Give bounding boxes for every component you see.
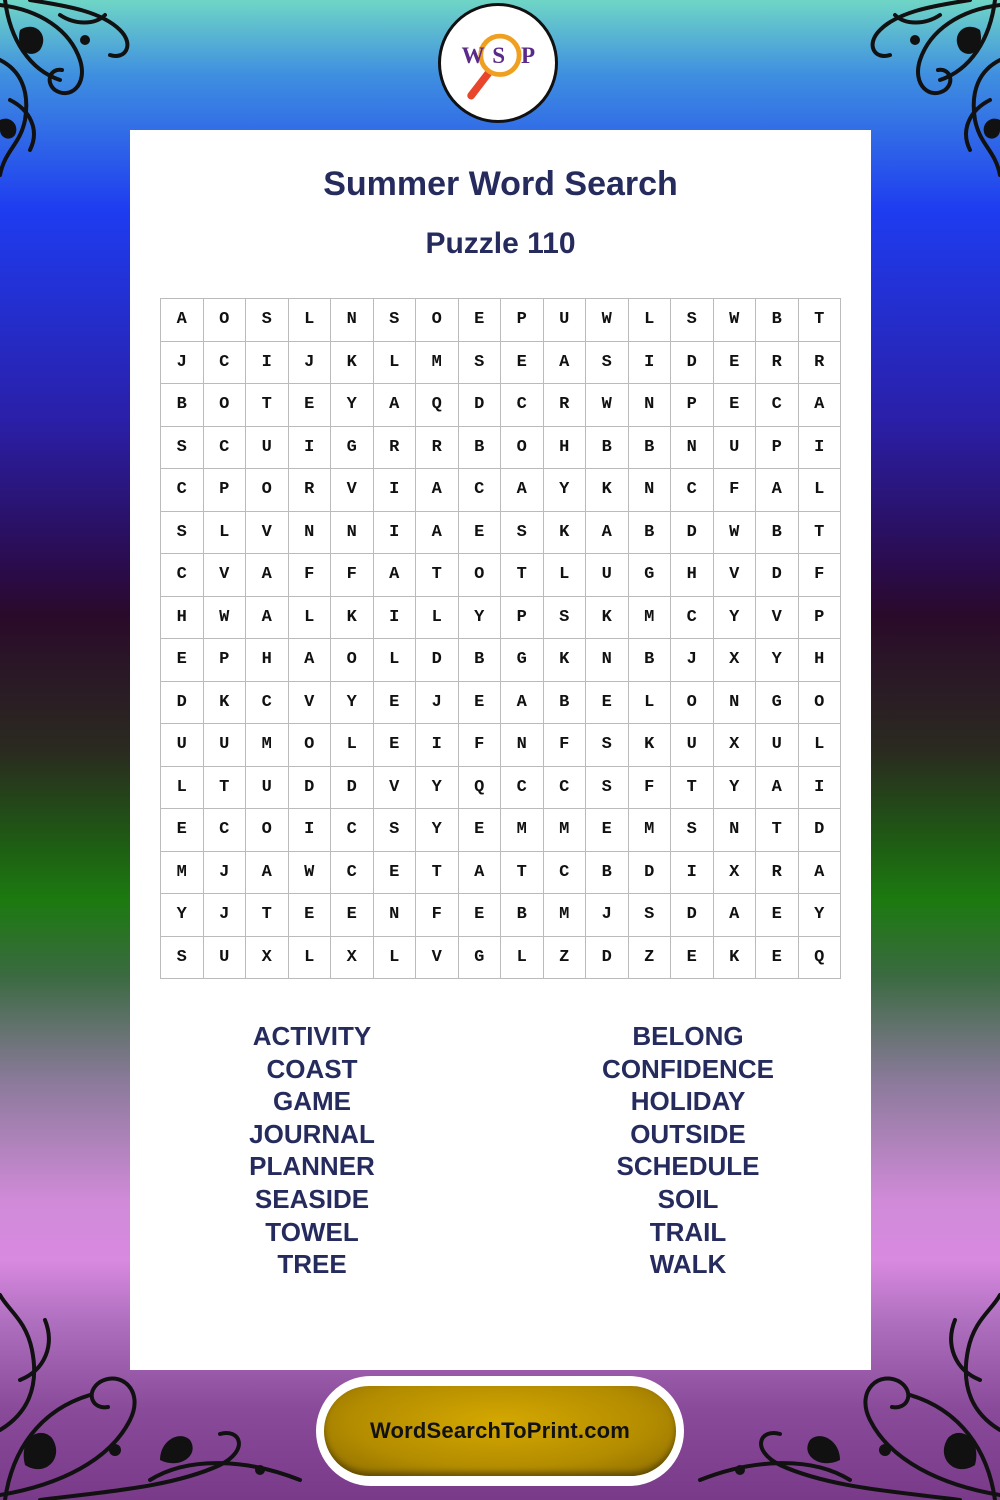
grid-cell[interactable]: D (756, 554, 799, 597)
grid-cell[interactable]: K (629, 724, 672, 767)
grid-cell[interactable]: A (374, 554, 417, 597)
word-item: PLANNER (249, 1151, 375, 1182)
grid-cell[interactable]: S (586, 342, 629, 385)
grid-cell[interactable]: F (544, 724, 587, 767)
grid-cell[interactable]: H (799, 639, 842, 682)
grid-cell[interactable]: E (671, 937, 714, 980)
word-search-grid[interactable] (160, 298, 841, 979)
magnifier-logo-icon (450, 15, 546, 111)
grid-cell[interactable]: A (459, 852, 502, 895)
flourish-icon (0, 0, 150, 200)
grid-cell[interactable]: T (416, 852, 459, 895)
grid-cell[interactable]: A (246, 852, 289, 895)
grid-cell[interactable]: M (544, 809, 587, 852)
grid-cell[interactable]: M (501, 809, 544, 852)
grid-cell[interactable]: E (756, 937, 799, 980)
grid-cell[interactable]: W (714, 512, 757, 555)
grid-cell[interactable]: S (629, 894, 672, 937)
grid-cell[interactable]: C (161, 554, 204, 597)
grid-cell[interactable]: T (799, 299, 842, 342)
grid-cell[interactable]: E (374, 724, 417, 767)
grid-cell[interactable]: O (204, 299, 247, 342)
grid-cell[interactable]: Y (756, 639, 799, 682)
grid-cell[interactable]: V (246, 512, 289, 555)
word-list-left (162, 1020, 462, 1281)
grid-cell[interactable]: A (246, 554, 289, 597)
grid-cell[interactable]: S (671, 809, 714, 852)
grid-cell[interactable]: J (204, 894, 247, 937)
grid-cell[interactable]: C (544, 767, 587, 810)
grid-cell[interactable]: Z (544, 937, 587, 980)
grid-cell[interactable]: M (161, 852, 204, 895)
grid-cell[interactable]: G (629, 554, 672, 597)
grid-cell[interactable]: Q (416, 384, 459, 427)
grid-cell[interactable]: S (586, 767, 629, 810)
grid-cell[interactable]: L (799, 469, 842, 512)
grid-cell[interactable]: F (459, 724, 502, 767)
grid-cell[interactable]: B (459, 427, 502, 470)
grid-cell[interactable]: I (374, 469, 417, 512)
grid-cell[interactable]: G (501, 639, 544, 682)
grid-cell[interactable]: F (629, 767, 672, 810)
grid-cell[interactable]: S (544, 597, 587, 640)
grid-cell[interactable]: X (331, 937, 374, 980)
grid-cell[interactable]: D (331, 767, 374, 810)
grid-cell[interactable]: Y (799, 894, 842, 937)
grid-cell[interactable]: T (416, 554, 459, 597)
grid-cell[interactable]: T (246, 384, 289, 427)
grid-cell[interactable]: C (671, 469, 714, 512)
grid-cell[interactable]: Y (331, 682, 374, 725)
word-item: COAST (266, 1053, 358, 1084)
grid-cell[interactable]: O (204, 384, 247, 427)
word-item: OUTSIDE (630, 1118, 746, 1149)
grid-cell[interactable]: V (714, 554, 757, 597)
grid-cell[interactable]: O (331, 639, 374, 682)
grid-cell[interactable]: U (161, 724, 204, 767)
grid-cell[interactable]: S (246, 299, 289, 342)
grid-cell[interactable]: Y (416, 767, 459, 810)
grid-cell[interactable]: Q (799, 937, 842, 980)
grid-cell[interactable]: P (501, 597, 544, 640)
grid-cell[interactable]: O (799, 682, 842, 725)
grid-cell[interactable]: N (629, 384, 672, 427)
grid-cell[interactable]: M (246, 724, 289, 767)
grid-cell[interactable]: C (161, 469, 204, 512)
grid-cell[interactable]: L (204, 512, 247, 555)
logo-letter-w: W (461, 42, 485, 68)
grid-cell[interactable]: A (714, 894, 757, 937)
grid-cell[interactable]: E (714, 342, 757, 385)
grid-cell[interactable]: F (416, 894, 459, 937)
grid-cell[interactable]: O (459, 554, 502, 597)
grid-cell[interactable]: E (289, 894, 332, 937)
grid-cell[interactable]: U (586, 554, 629, 597)
grid-cell[interactable]: Y (544, 469, 587, 512)
grid-cell[interactable]: L (289, 937, 332, 980)
grid-cell[interactable]: A (374, 384, 417, 427)
grid-cell[interactable]: Y (416, 809, 459, 852)
word-item: TREE (277, 1249, 347, 1280)
footer-site-name: WordSearchToPrint.com (369, 1418, 631, 1443)
grid-cell[interactable]: E (289, 384, 332, 427)
grid-cell[interactable]: E (161, 639, 204, 682)
puzzle-number: Puzzle 110 (425, 227, 576, 260)
grid-cell[interactable]: S (459, 342, 502, 385)
word-item: TOWEL (265, 1216, 359, 1247)
grid-cell[interactable]: E (501, 342, 544, 385)
grid-cell[interactable]: I (416, 724, 459, 767)
grid-cell[interactable]: G (459, 937, 502, 980)
grid-cell[interactable]: Z (629, 937, 672, 980)
grid-cell[interactable]: O (501, 427, 544, 470)
grid-cell[interactable]: C (331, 809, 374, 852)
grid-cell[interactable]: B (629, 427, 672, 470)
grid-cell[interactable]: A (586, 512, 629, 555)
grid-cell[interactable]: V (416, 937, 459, 980)
word-item: WALK (649, 1249, 727, 1280)
grid-cell[interactable]: B (501, 894, 544, 937)
grid-cell[interactable]: D (629, 852, 672, 895)
grid-cell[interactable]: R (289, 469, 332, 512)
grid-cell[interactable]: X (714, 724, 757, 767)
footer-button[interactable] (324, 1386, 676, 1476)
word-item: CONFIDENCE (602, 1053, 774, 1084)
grid-cell[interactable]: M (544, 894, 587, 937)
grid-cell[interactable]: P (799, 597, 842, 640)
grid-cell[interactable]: O (246, 809, 289, 852)
grid-cell[interactable]: Y (714, 767, 757, 810)
grid-cell[interactable]: A (416, 469, 459, 512)
corner-ornament-top-right (850, 0, 1000, 200)
grid-cell[interactable]: F (799, 554, 842, 597)
grid-cell[interactable]: K (586, 469, 629, 512)
grid-cell[interactable]: A (799, 384, 842, 427)
grid-cell[interactable]: E (459, 299, 502, 342)
grid-cell[interactable]: X (246, 937, 289, 980)
grid-cell[interactable]: C (204, 342, 247, 385)
grid-cell[interactable]: V (756, 597, 799, 640)
grid-cell[interactable]: U (544, 299, 587, 342)
grid-cell[interactable]: U (246, 767, 289, 810)
grid-cell[interactable]: W (586, 299, 629, 342)
grid-cell[interactable]: L (416, 597, 459, 640)
grid-cell[interactable]: W (586, 384, 629, 427)
grid-cell[interactable]: E (459, 809, 502, 852)
grid-cell[interactable]: L (161, 767, 204, 810)
grid-cell[interactable]: B (586, 852, 629, 895)
grid-cell[interactable]: O (246, 469, 289, 512)
grid-cell[interactable]: C (459, 469, 502, 512)
grid-cell[interactable]: R (756, 342, 799, 385)
grid-cell[interactable]: R (374, 427, 417, 470)
grid-cell[interactable]: J (161, 342, 204, 385)
grid-cell[interactable]: E (714, 384, 757, 427)
grid-cell[interactable]: E (374, 682, 417, 725)
grid-cell[interactable]: C (501, 767, 544, 810)
grid-cell[interactable]: K (204, 682, 247, 725)
grid-cell[interactable]: Y (714, 597, 757, 640)
grid-cell[interactable]: I (289, 809, 332, 852)
grid-cell[interactable]: F (289, 554, 332, 597)
grid-cell[interactable]: D (671, 894, 714, 937)
grid-cell[interactable]: X (714, 852, 757, 895)
grid-cell[interactable]: P (501, 299, 544, 342)
grid-cell[interactable]: A (246, 597, 289, 640)
grid-cell[interactable]: D (459, 384, 502, 427)
grid-cell[interactable]: O (289, 724, 332, 767)
grid-cell[interactable]: N (714, 809, 757, 852)
grid-cell[interactable]: E (586, 682, 629, 725)
grid-cell[interactable]: Q (459, 767, 502, 810)
grid-cell[interactable]: Y (161, 894, 204, 937)
grid-cell[interactable]: S (586, 724, 629, 767)
grid-cell[interactable]: B (586, 427, 629, 470)
grid-cell[interactable]: D (671, 342, 714, 385)
grid-cell[interactable]: S (161, 427, 204, 470)
grid-cell[interactable]: Y (459, 597, 502, 640)
grid-cell[interactable]: B (756, 299, 799, 342)
grid-cell[interactable]: F (331, 554, 374, 597)
logo-letter-p: P (521, 42, 536, 68)
grid-cell[interactable]: H (161, 597, 204, 640)
grid-cell[interactable]: G (756, 682, 799, 725)
grid-cell[interactable]: H (671, 554, 714, 597)
grid-cell[interactable]: E (586, 809, 629, 852)
grid-cell[interactable]: H (246, 639, 289, 682)
logo-letter-s: S (492, 42, 506, 68)
footer-badge[interactable] (316, 1376, 684, 1486)
grid-cell[interactable]: C (544, 852, 587, 895)
grid-cell[interactable]: W (714, 299, 757, 342)
grid-cell[interactable]: C (331, 852, 374, 895)
grid-cell[interactable]: S (374, 809, 417, 852)
grid-cell[interactable]: A (501, 682, 544, 725)
grid-cell[interactable]: R (799, 342, 842, 385)
grid-cell[interactable]: R (416, 427, 459, 470)
word-list-right (538, 1020, 838, 1281)
grid-cell[interactable]: A (289, 639, 332, 682)
grid-cell[interactable]: L (799, 724, 842, 767)
word-item: SCHEDULE (616, 1151, 760, 1182)
grid-cell[interactable]: A (544, 342, 587, 385)
grid-cell[interactable]: V (331, 469, 374, 512)
grid-cell[interactable]: I (374, 512, 417, 555)
grid-cell[interactable]: E (459, 512, 502, 555)
grid-cell[interactable]: L (544, 554, 587, 597)
grid-cell[interactable]: D (416, 639, 459, 682)
grid-cell[interactable]: N (586, 639, 629, 682)
grid-cell[interactable]: O (416, 299, 459, 342)
grid-cell[interactable]: N (629, 469, 672, 512)
grid-cell[interactable]: T (501, 554, 544, 597)
grid-cell[interactable]: I (374, 597, 417, 640)
grid-cell[interactable]: T (671, 767, 714, 810)
grid-cell[interactable]: L (374, 342, 417, 385)
word-item: GAME (273, 1086, 351, 1117)
grid-cell[interactable]: D (161, 682, 204, 725)
grid-cell[interactable]: N (714, 682, 757, 725)
word-item: SOIL (657, 1183, 719, 1214)
grid-cell[interactable]: B (544, 682, 587, 725)
grid-cell[interactable]: J (204, 852, 247, 895)
grid-cell[interactable]: E (161, 809, 204, 852)
grid-cell[interactable]: E (331, 894, 374, 937)
grid-cell[interactable]: U (714, 427, 757, 470)
flourish-icon (850, 0, 1000, 200)
grid-cell[interactable]: L (501, 937, 544, 980)
grid-cell[interactable]: D (289, 767, 332, 810)
grid-cell[interactable]: L (331, 724, 374, 767)
grid-cell[interactable]: B (756, 512, 799, 555)
grid-cell[interactable]: H (544, 427, 587, 470)
grid-cell[interactable]: M (629, 809, 672, 852)
grid-cell[interactable]: A (756, 469, 799, 512)
grid-cell[interactable]: C (204, 809, 247, 852)
grid-cell[interactable]: X (714, 639, 757, 682)
word-item: HOLIDAY (630, 1086, 746, 1117)
grid-cell[interactable]: B (629, 512, 672, 555)
grid-cell[interactable]: I (246, 342, 289, 385)
grid-cell[interactable]: W (289, 852, 332, 895)
grid-cell[interactable]: N (331, 512, 374, 555)
grid-cell[interactable]: J (416, 682, 459, 725)
grid-cell[interactable]: I (629, 342, 672, 385)
grid-cell[interactable]: K (544, 639, 587, 682)
grid-cell[interactable]: C (671, 597, 714, 640)
grid-cell[interactable]: U (204, 937, 247, 980)
grid-cell[interactable]: U (246, 427, 289, 470)
grid-cell[interactable]: O (671, 682, 714, 725)
grid-cell[interactable]: P (756, 427, 799, 470)
grid-cell[interactable]: U (671, 724, 714, 767)
grid-cell[interactable]: K (586, 597, 629, 640)
grid-cell[interactable]: D (671, 512, 714, 555)
grid-cell[interactable]: C (246, 682, 289, 725)
grid-cell[interactable]: N (289, 512, 332, 555)
grid-cell[interactable]: W (204, 597, 247, 640)
grid-cell[interactable]: K (544, 512, 587, 555)
grid-cell[interactable]: C (756, 384, 799, 427)
grid-cell[interactable]: J (289, 342, 332, 385)
grid-cell[interactable]: S (374, 299, 417, 342)
grid-cell[interactable]: I (799, 427, 842, 470)
word-item: BELONG (632, 1021, 744, 1051)
grid-cell[interactable]: N (374, 894, 417, 937)
word-item: SEASIDE (254, 1183, 370, 1214)
grid-cell[interactable]: Y (331, 384, 374, 427)
wsp-logo[interactable] (438, 3, 558, 123)
grid-cell[interactable]: R (544, 384, 587, 427)
grid-cell[interactable]: E (374, 852, 417, 895)
grid-cell[interactable]: K (331, 597, 374, 640)
grid-cell[interactable]: L (289, 597, 332, 640)
grid-cell[interactable]: L (289, 299, 332, 342)
grid-cell[interactable]: I (671, 852, 714, 895)
grid-cell[interactable]: S (501, 512, 544, 555)
grid-cell[interactable]: K (331, 342, 374, 385)
grid-cell[interactable]: B (629, 639, 672, 682)
grid-cell[interactable]: J (586, 894, 629, 937)
grid-cell[interactable]: S (671, 299, 714, 342)
grid-cell[interactable]: L (629, 682, 672, 725)
word-item: JOURNAL (249, 1118, 375, 1149)
page-title: Summer Word Search (323, 165, 678, 203)
grid-cell[interactable]: N (671, 427, 714, 470)
word-item: ACTIVITY (252, 1021, 372, 1051)
grid-cell[interactable]: C (204, 427, 247, 470)
grid-cell[interactable]: E (459, 682, 502, 725)
grid-cell[interactable]: I (289, 427, 332, 470)
grid-cell[interactable]: R (756, 852, 799, 895)
grid-cell[interactable]: V (289, 682, 332, 725)
grid-cell[interactable]: A (416, 512, 459, 555)
grid-cell[interactable]: T (246, 894, 289, 937)
grid-cell[interactable]: U (204, 724, 247, 767)
puzzle-card (130, 130, 871, 1370)
word-item: TRAIL (649, 1216, 727, 1247)
grid-cell[interactable]: L (374, 639, 417, 682)
grid-cell[interactable]: P (671, 384, 714, 427)
grid-cell[interactable]: B (161, 384, 204, 427)
grid-cell[interactable]: D (799, 809, 842, 852)
grid-cell[interactable]: K (714, 937, 757, 980)
grid-cell[interactable]: V (204, 554, 247, 597)
grid-cell[interactable]: L (629, 299, 672, 342)
grid-cell[interactable]: M (416, 342, 459, 385)
grid-cell[interactable]: V (374, 767, 417, 810)
grid-cell[interactable]: M (629, 597, 672, 640)
grid-cell[interactable]: N (501, 724, 544, 767)
grid-cell[interactable]: U (756, 724, 799, 767)
grid-cell[interactable]: C (501, 384, 544, 427)
grid-cell[interactable]: S (161, 512, 204, 555)
grid-cell[interactable]: F (714, 469, 757, 512)
grid-cell[interactable]: S (161, 937, 204, 980)
grid-cell[interactable]: J (671, 639, 714, 682)
grid-cell[interactable]: A (161, 299, 204, 342)
grid-cell[interactable]: T (799, 512, 842, 555)
grid-cell[interactable]: T (501, 852, 544, 895)
grid-cell[interactable]: E (756, 894, 799, 937)
grid-cell[interactable]: N (331, 299, 374, 342)
grid-cell[interactable]: A (501, 469, 544, 512)
grid-cell[interactable]: A (756, 767, 799, 810)
grid-cell[interactable]: B (459, 639, 502, 682)
grid-cell[interactable]: I (799, 767, 842, 810)
grid-cell[interactable]: L (374, 937, 417, 980)
grid-cell[interactable]: T (756, 809, 799, 852)
grid-cell[interactable]: T (204, 767, 247, 810)
grid-cell[interactable]: P (204, 469, 247, 512)
grid-cell[interactable]: A (799, 852, 842, 895)
grid-cell[interactable]: G (331, 427, 374, 470)
corner-ornament-top-left (0, 0, 150, 200)
grid-cell[interactable]: P (204, 639, 247, 682)
grid-cell[interactable]: D (586, 937, 629, 980)
grid-cell[interactable]: E (459, 894, 502, 937)
